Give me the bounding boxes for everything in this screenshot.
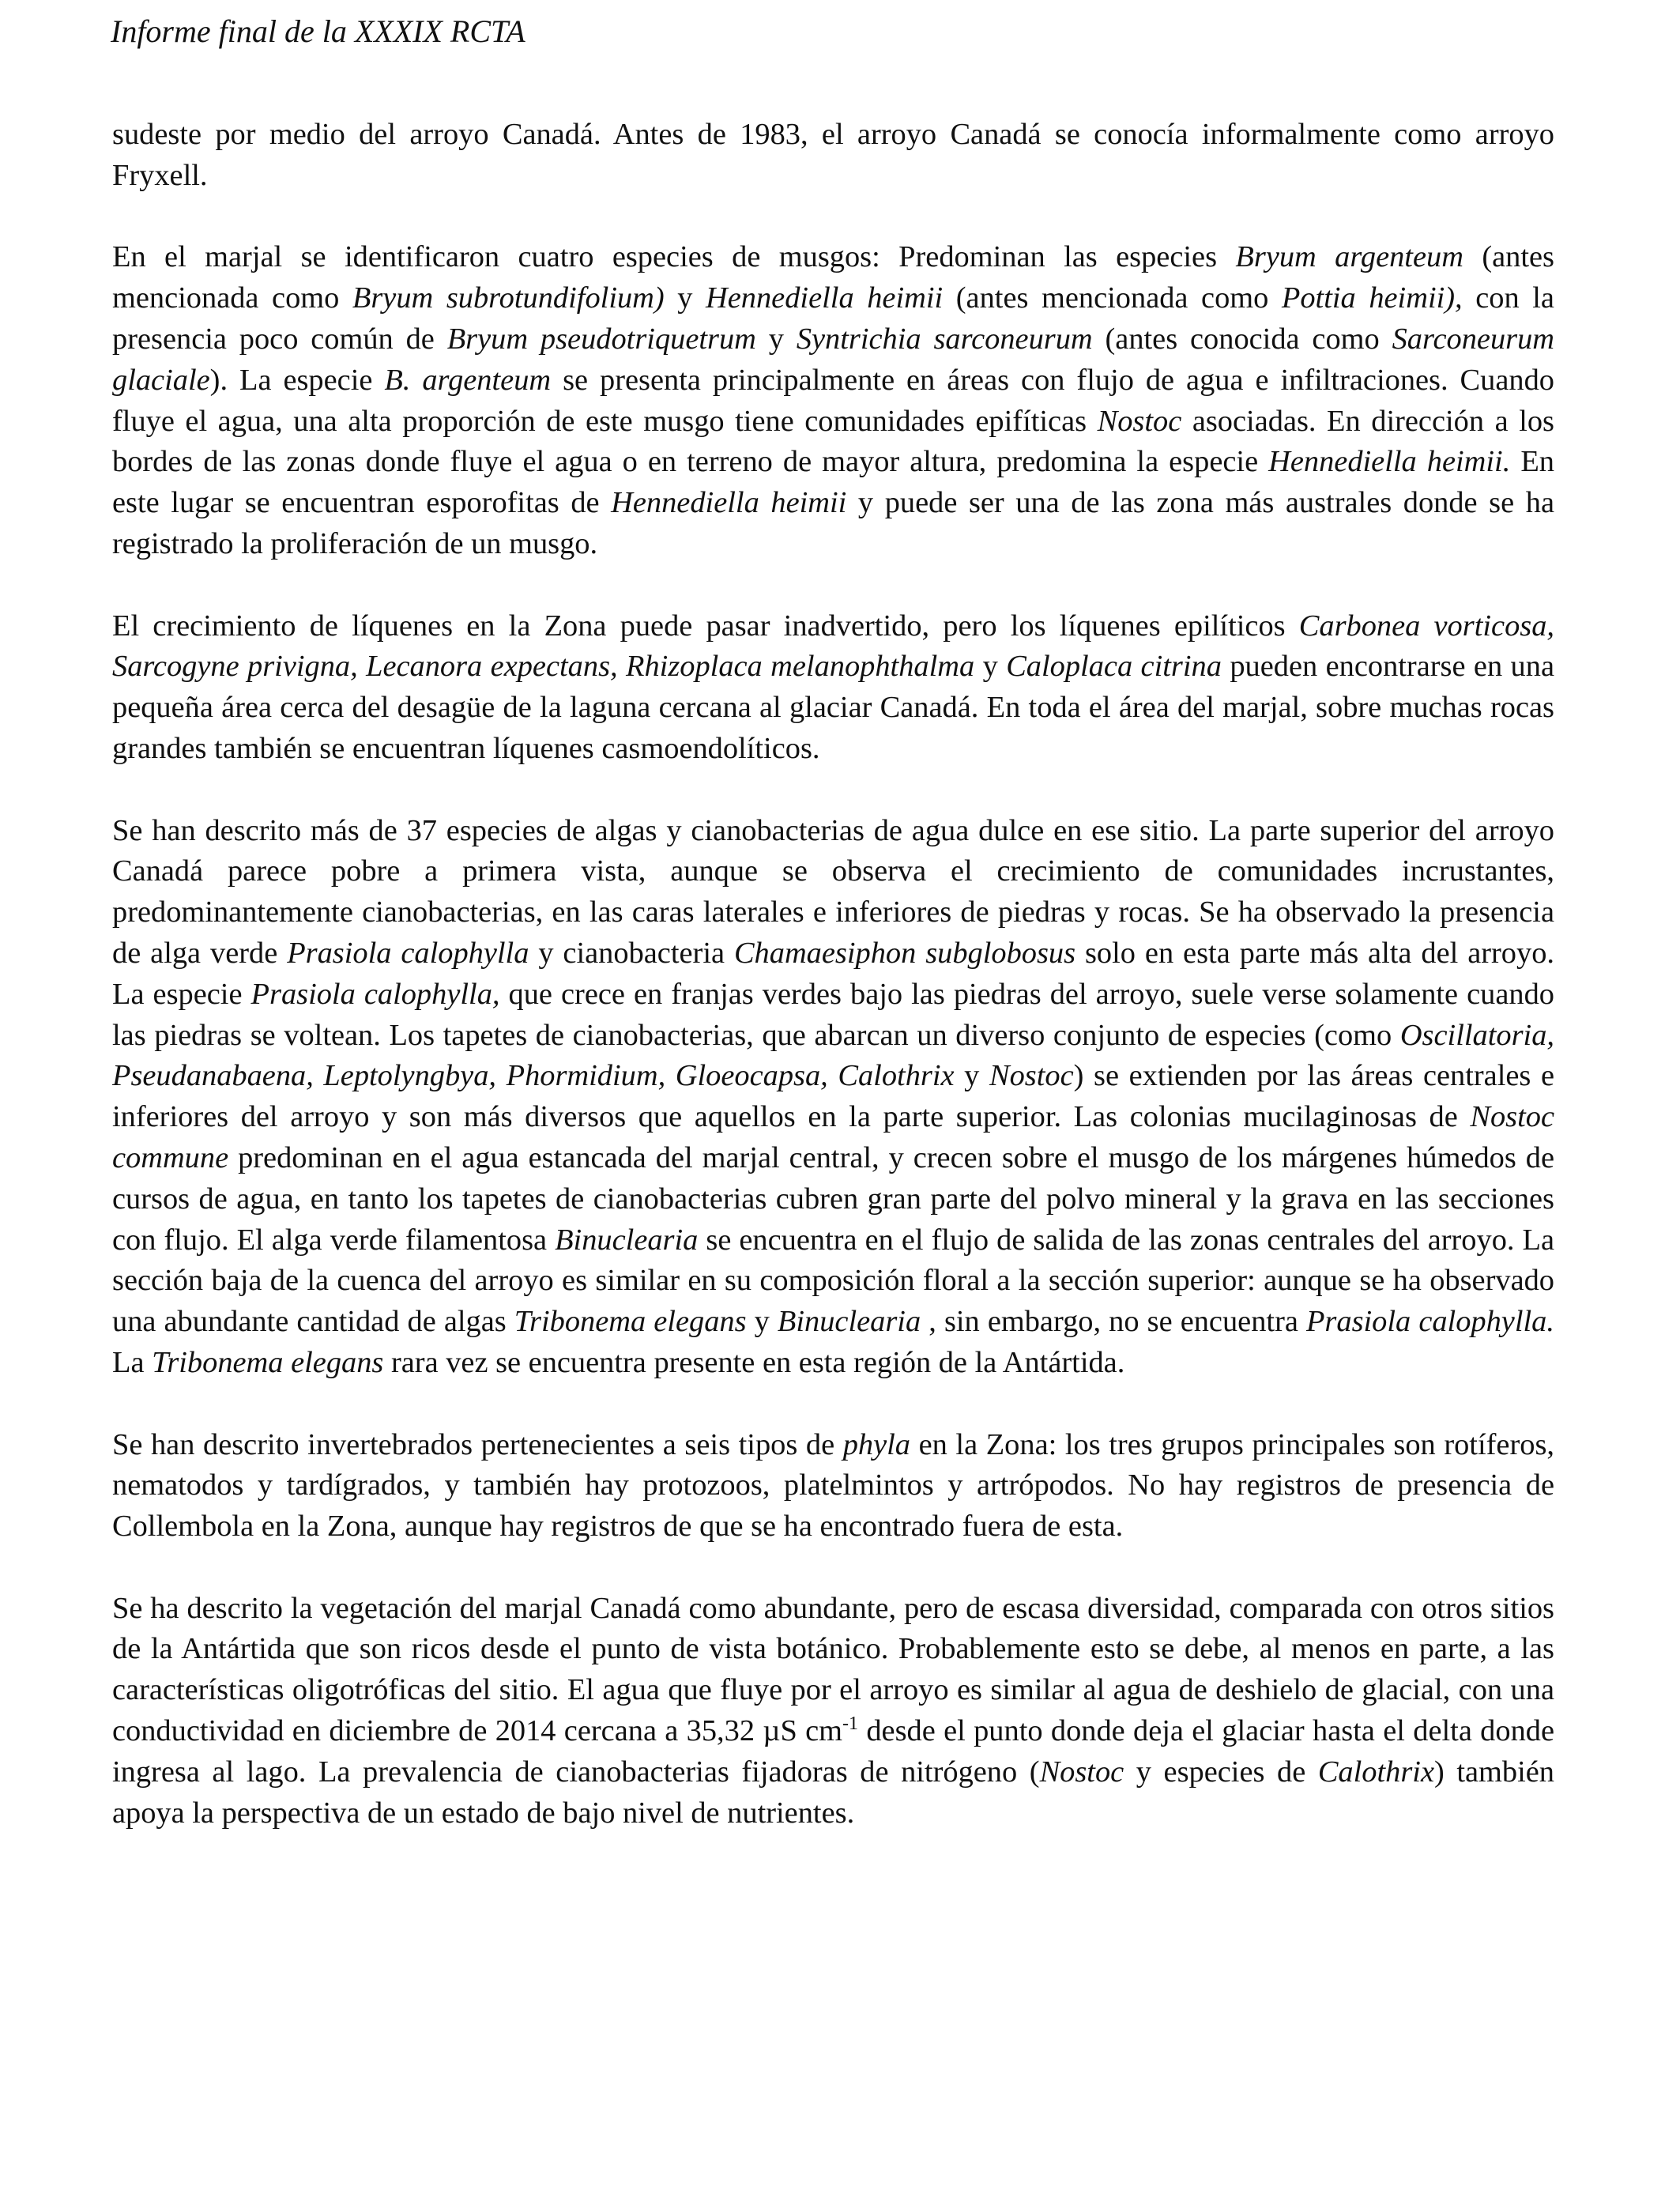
italic-text: Tribonema elegans xyxy=(514,1305,747,1339)
italic-text: Tribonema elegans xyxy=(152,1345,384,1379)
text-run: predominan en el agua estancada del marjal central, y crecen sobre el musgo de los márgenes húmedos de cursos de agua, en tanto los tapetes de cianobacterias cubren gran parte del polvo mineral y la grava en las secciones con flujo. El alga verde filamentosa xyxy=(112,1140,1554,1257)
italic-text: Prasiola calophylla. xyxy=(1305,1305,1554,1339)
italic-text: Sarconeurum glaciale xyxy=(112,322,1555,397)
text-run: rara vez se encuentra presente en esta región de la Antártida. xyxy=(383,1345,1125,1379)
page-header: Informe final de la XXXIX RCTA xyxy=(111,13,525,49)
text-run: y xyxy=(954,1059,989,1093)
paragraph xyxy=(112,811,1554,1384)
italic-text: Bryum subrotundifolium) xyxy=(352,281,665,315)
italic-text: Prasiola calophylla xyxy=(287,936,529,970)
text-run: (antes conocida como xyxy=(1092,322,1392,356)
text-run: La xyxy=(112,1345,153,1379)
text-run: y cianobacteria xyxy=(529,936,734,970)
text-run: desde el punto donde deja el glaciar hasta el delta donde ingresa al lago. La prevalencia de cianobacterias fijadoras de nitrógeno ( xyxy=(112,1714,1554,1789)
italic-text: phyla xyxy=(842,1427,910,1461)
text-run: y xyxy=(664,281,706,315)
text-run: , sin embargo, no se encuentra xyxy=(921,1305,1306,1339)
italic-text: Hennediella heimii xyxy=(611,486,847,520)
italic-text: Chamaesiphon subglobosus xyxy=(733,936,1076,970)
text-run: y xyxy=(746,1305,778,1339)
text-run: que crece en franjas verdes bajo las piedras del arroyo, suele verse solamente cuando las piedras se voltean. Los tapetes de cianobacterias, que abarcan un diverso conjunto de especies (como xyxy=(112,977,1555,1052)
text-run: en la Zona: los tres grupos principales son rotíferos, nematodos y tardígrados, y también hay protozoos, platelmintos y artrópodos. No hay registros de presencia de Collembola en la Zona, aunque hay registros de que se ha encontrado fuera de esta. xyxy=(112,1427,1554,1544)
italic-text: Nostoc xyxy=(989,1059,1074,1093)
italic-text: Bryum pseudotriquetrum xyxy=(446,322,756,356)
paragraph xyxy=(112,1425,1554,1547)
italic-text: Binuclearia xyxy=(777,1305,921,1339)
italic-text: Carbonea vorticosa, Sarcogyne privigna, Lecanora expectans, Rhizoplaca melanophthalma xyxy=(112,609,1554,684)
text-run: En el marjal se identificaron cuatro especies de musgos: Predominan las especies xyxy=(112,240,1236,274)
text-run: ) también apoya la perspectiva de un estado de bajo nivel de nutrientes. xyxy=(112,1755,1554,1830)
text-run: con la presencia poco común de xyxy=(112,281,1554,356)
text-run: y especies de xyxy=(1124,1755,1318,1789)
text-run: asociadas. En dirección a los bordes de las zonas donde fluye el agua o en terreno de mayor altura, predomina la especie xyxy=(112,404,1554,479)
italic-text: Pottia heimii), xyxy=(1281,281,1463,315)
italic-text: Calothrix xyxy=(1317,1755,1434,1789)
text-run: El crecimiento de líquenes en la Zona puede pasar inadvertido, pero los líquenes epilíticos xyxy=(112,609,1299,643)
text-run: ) se extienden por las áreas centrales e inferiores del arroyo y son más diversos que aquellos en la parte superior. Las colonias mucilaginosas de xyxy=(112,1059,1555,1134)
text-run: (antes mencionada como xyxy=(112,240,1555,315)
paragraph xyxy=(112,237,1554,564)
paragraph xyxy=(112,115,1554,197)
italic-text: Nostoc xyxy=(1097,404,1182,438)
paragraph xyxy=(112,1589,1554,1834)
body-text xyxy=(112,115,1554,1834)
italic-text: Nostoc xyxy=(1039,1755,1124,1789)
text-run: Se han descrito más de 37 especies de algas y cianobacterias de agua dulce en ese sitio. La parte superior del arroyo Canadá parece pobre a primera vista, aunque se observa el crecimiento de comunidades incrustantes, predominantemente cianobacterias, en las caras laterales e inferiores de piedras y rocas. Se ha observado la presencia de alga verde xyxy=(112,813,1554,970)
italic-text: Bryum argenteum xyxy=(1235,240,1463,274)
text-run: y xyxy=(755,322,797,356)
text-run: Se han descrito invertebrados pertenecientes a seis tipos de xyxy=(112,1427,843,1461)
italic-text: Prasiola calophylla, xyxy=(250,977,500,1011)
text-run: En este lugar se encuentran esporofitas de xyxy=(112,445,1554,520)
italic-text: Caloplaca citrina xyxy=(1006,650,1222,684)
italic-text: B. argenteum xyxy=(384,363,552,397)
text-run: se presenta principalmente en áreas con flujo de agua e infiltraciones. Cuando fluye el agua, una alta proporción de este musgo tiene comunidades epifíticas xyxy=(112,363,1554,438)
italic-text: Binuclearia xyxy=(555,1223,699,1257)
italic-text: Syntrichia sarconeurum xyxy=(796,322,1093,356)
italic-text: Hennediella heimii. xyxy=(1268,445,1511,479)
italic-text: Hennediella heimii xyxy=(706,281,944,315)
text-run: pueden encontrarse en una pequeña área cerca del desagüe de la laguna cercana al glaciar Canadá. En toda el área del marjal, sobre muchas rocas grandes también se encuentran líquenes casmoendolíticos. xyxy=(112,650,1554,765)
text-run: Se ha descrito la vegetación del marjal Canadá como abundante, pero de escasa diversidad, comparada con otros sitios de la Antártida que son ricos desde el punto de vista botánico. Probablemente esto se debe, al menos en parte, a las características oligotróficas del sitio. El agua que fluye por el arroyo es similar al agua de deshielo de glacial, con una conductividad en diciembre de 2014 cercana a 35,32 µS cm xyxy=(112,1591,1554,1748)
text-run: solo en esta parte más alta del arroyo. La especie xyxy=(112,936,1554,1011)
text-run: y xyxy=(974,650,1007,684)
text-run: se encuentra en el flujo de salida de las zonas centrales del arroyo. La sección baja de la cuenca del arroyo es similar en su composición floral a la sección superior: aunque se ha observado una abundante cantidad de algas xyxy=(112,1223,1555,1339)
italic-text: Nostoc commune xyxy=(112,1100,1554,1174)
paragraph xyxy=(112,606,1554,770)
superscript: -1 xyxy=(842,1713,859,1735)
text-run: sudeste por medio del arroyo Canadá. Antes de 1983, el arroyo Canadá se conocía informalmente como arroyo Fryxell. xyxy=(112,118,1554,192)
text-run: y puede ser una de las zona más australes donde se ha registrado la proliferación de un musgo. xyxy=(112,486,1554,560)
text-run: (antes mencionada como xyxy=(943,281,1282,315)
italic-text: Oscillatoria, Pseudanabaena, Leptolyngbya, Phormidium, Gloeocapsa, Calothrix xyxy=(112,1018,1554,1093)
text-run: ). La especie xyxy=(209,363,385,397)
